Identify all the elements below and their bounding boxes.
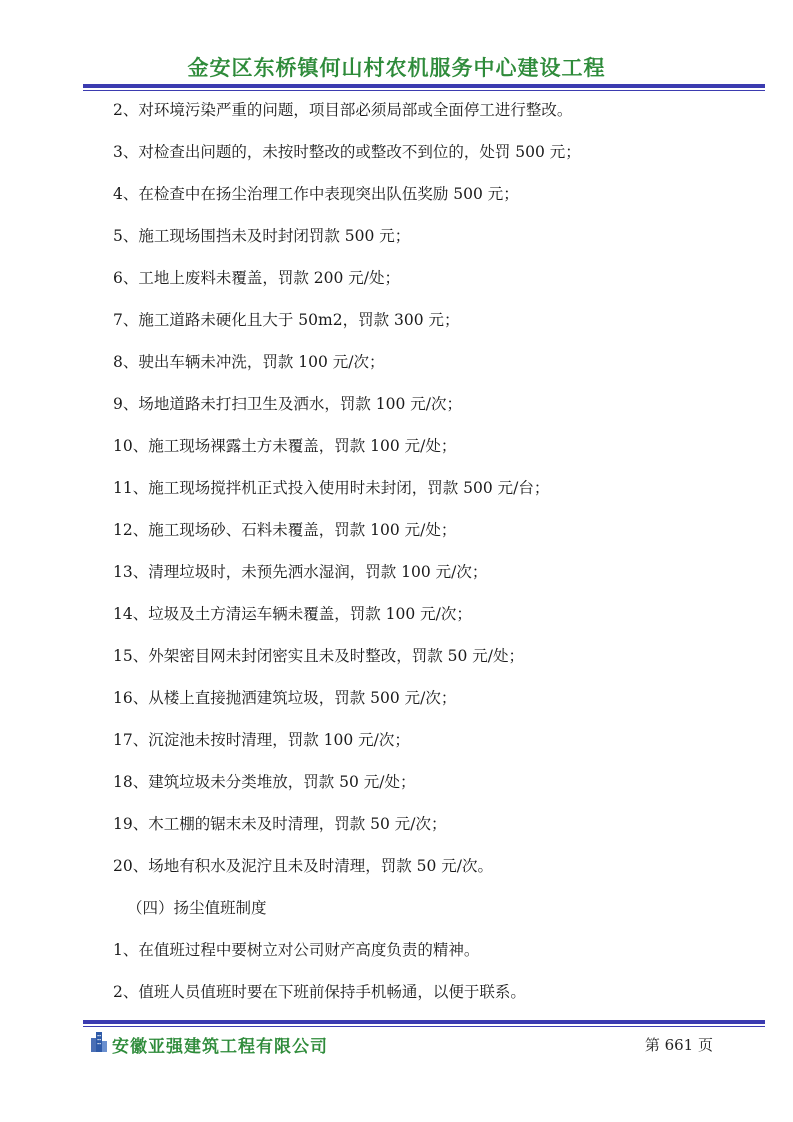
paragraph: 20、场地有积水及泥泞且未及时清理，罚款 50 元/次。 xyxy=(113,857,494,875)
paragraph: 11、施工现场搅拌机正式投入使用时未封闭，罚款 500 元/台； xyxy=(113,479,550,497)
paragraph: 13、清理垃圾时，未预先洒水湿润，罚款 100 元/次； xyxy=(113,563,488,581)
section-heading: （四）扬尘值班制度 xyxy=(127,899,267,917)
footer-rule xyxy=(83,1020,765,1027)
footer-company-name: 安徽亚强建筑工程有限公司 xyxy=(112,1037,328,1057)
paragraph: 8、驶出车辆未冲洗，罚款 100 元/次； xyxy=(113,353,385,371)
paragraph: 7、施工道路未硬化且大于 50m2，罚款 300 元； xyxy=(113,311,460,329)
paragraph: 17、沉淀池未按时清理，罚款 100 元/次； xyxy=(113,731,410,749)
page-number: 第 661 页 xyxy=(644,1036,713,1054)
paragraph: 12、施工现场砂、石料未覆盖，罚款 100 元/处； xyxy=(113,521,457,539)
paragraph: 5、施工现场围挡未及时封闭罚款 500 元； xyxy=(113,227,411,245)
page-content xyxy=(113,100,753,1024)
paragraph: 18、建筑垃圾未分类堆放，罚款 50 元/处； xyxy=(113,773,416,791)
paragraph: 4、在检查中在扬尘治理工作中表现突出队伍奖励 500 元； xyxy=(113,185,519,203)
paragraph: 6、工地上废料未覆盖，罚款 200 元/处； xyxy=(113,269,401,287)
paragraph: 2、值班人员值班时要在下班前保持手机畅通，以便于联系。 xyxy=(113,983,526,1001)
header-rule xyxy=(83,84,765,91)
paragraph: 19、木工棚的锯末未及时清理，罚款 50 元/次； xyxy=(113,815,447,833)
paragraph: 16、从楼上直接抛洒建筑垃圾，罚款 500 元/次； xyxy=(113,689,457,707)
paragraph: 2、对环境污染严重的问题，项目部必须局部或全面停工进行整改。 xyxy=(113,101,573,119)
paragraph: 9、场地道路未打扫卫生及洒水，罚款 100 元/次； xyxy=(113,395,463,413)
paragraph: 3、对检查出问题的，未按时整改的或整改不到位的，处罚 500 元； xyxy=(113,143,581,161)
header-title: 金安区东桥镇何山村农机服务中心建设工程 xyxy=(187,56,606,80)
paragraph: 1、在值班过程中要树立对公司财产高度负责的精神。 xyxy=(113,941,480,959)
building-logo-icon xyxy=(90,1030,108,1052)
paragraph: 14、垃圾及土方清运车辆未覆盖，罚款 100 元/次； xyxy=(113,605,472,623)
paragraph: 15、外架密目网未封闭密实且未及时整改，罚款 50 元/处； xyxy=(113,647,525,665)
paragraph: 10、施工现场裸露土方未覆盖，罚款 100 元/处； xyxy=(113,437,457,455)
